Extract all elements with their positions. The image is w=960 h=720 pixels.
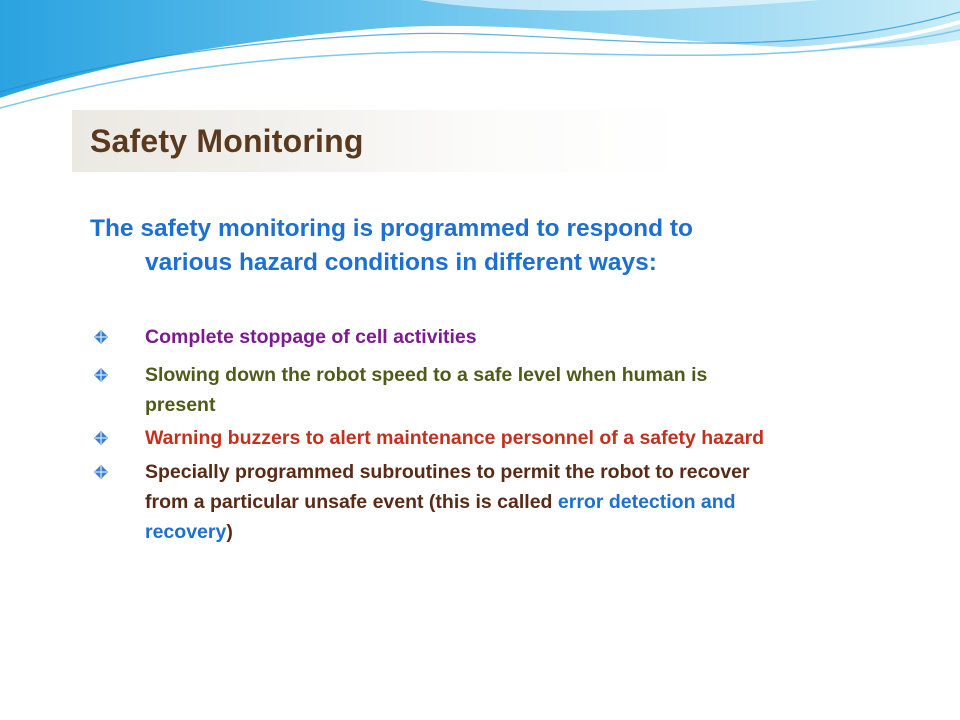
slide-title: Safety Monitoring	[90, 123, 364, 159]
intro-line-1: The safety monitoring is programmed to respond to	[90, 215, 694, 242]
bullet-text-line-2a: from a particular unsafe event (this is called	[145, 491, 558, 513]
intro-paragraph	[90, 212, 850, 280]
bullet-item	[90, 360, 870, 420]
highlight-term: error detection and	[557, 491, 736, 513]
intro-line-2: various hazard conditions in different ways:	[145, 249, 657, 276]
bullet-item	[90, 457, 870, 547]
bullet-text-closing: )	[226, 521, 233, 543]
bullet-text: Warning buzzers to alert maintenance personnel of a safety hazard	[145, 427, 765, 449]
bullet-item	[90, 423, 870, 453]
bullet-item	[90, 322, 870, 352]
bullet-text-line-2: present	[145, 394, 216, 416]
highlight-term: recovery	[145, 521, 227, 543]
bullet-text: Complete stoppage of cell activities	[145, 326, 477, 348]
slide-content-image	[72, 110, 887, 562]
diamond-bullet-icon	[94, 465, 108, 479]
diamond-bullet-icon	[94, 431, 108, 445]
bullet-text-line-1: Slowing down the robot speed to a safe level when human is	[145, 364, 708, 386]
title-bar	[72, 110, 887, 172]
diamond-bullet-icon	[94, 330, 108, 344]
diamond-bullet-icon	[94, 368, 108, 382]
bullet-text-line-1: Specially programmed subroutines to permit the robot to recover	[145, 461, 750, 483]
